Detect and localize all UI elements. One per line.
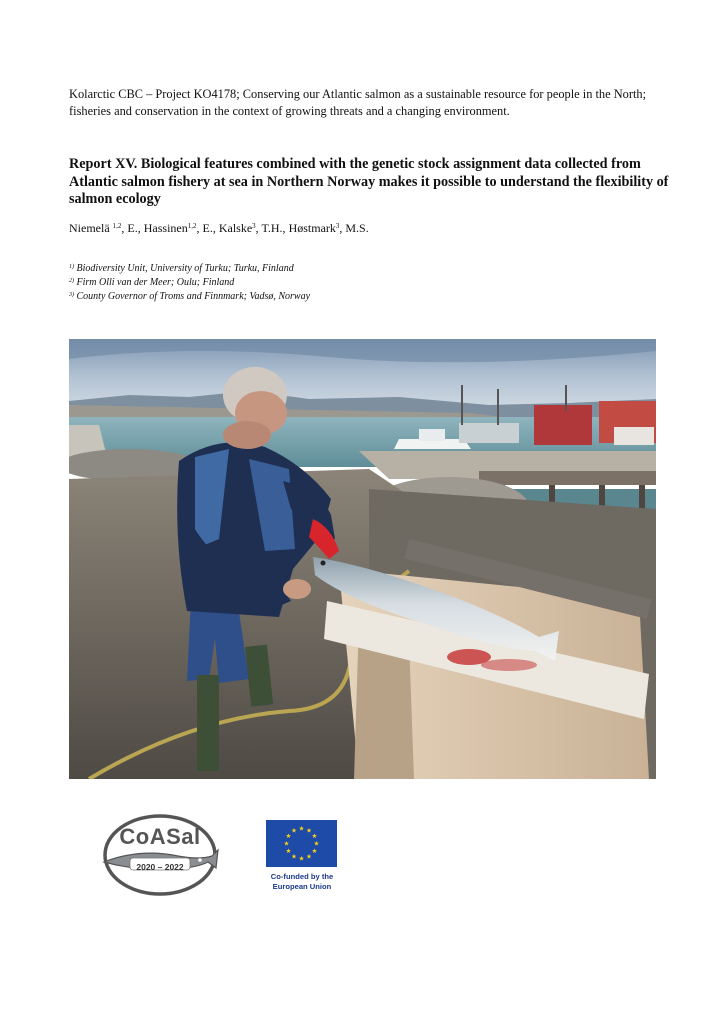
coasal-logo-years: 2020 – 2022 (136, 862, 184, 872)
report-title: Report XV. Biological features combined with the genetic stock assignment data collected from Atlantic salmon fishery at sea in Northern Norway makes it possible to understand the flexibility of salmon ecology (69, 156, 669, 208)
eu-cofunded-text: Co-funded by the European Union (270, 872, 334, 891)
author-initials: , M.S. (339, 221, 369, 235)
coasal-logo-text: CoASal (119, 824, 201, 849)
author-list (69, 221, 669, 236)
author-affiliation-mark: 3 (335, 222, 340, 230)
author-name: Niemelä (69, 221, 110, 235)
affiliation-item: $^{3)}$ County Governor of Troms and Finnmark; Vadsø, Norway (69, 291, 311, 302)
author-affiliation-mark: 3 (252, 222, 256, 230)
author-initials: , E., (121, 221, 144, 235)
author-name: Kalske (218, 221, 253, 235)
author-initials: , T.H., (255, 221, 289, 235)
author-name: Hassinen (143, 221, 188, 235)
affiliation-item: $^{2)}$ Firm Olli van der Meer; Oulu; Finland (69, 277, 235, 288)
eu-cofunded-logo (265, 820, 339, 896)
project-description: Kolarctic CBC – Project KO4178; Conserving our Atlantic salmon as a sustainable resource for people in the North; fisheries and conservation in the context of growing threats and a changing environment. (69, 87, 647, 118)
affiliation-list (69, 262, 669, 304)
eu-flag-icon (266, 820, 337, 867)
author-affiliation-mark: 1,2 (187, 222, 197, 230)
coasal-logo (100, 812, 220, 898)
author-initials: , E., (196, 221, 219, 235)
author-name: Høstmark (288, 221, 336, 235)
cover-photo (69, 339, 656, 779)
harbour-salmon-photo (69, 339, 656, 779)
author-affiliation-mark: 1,2 (112, 222, 122, 230)
affiliation-item: $^{1)}$ Biodiversity Unit, University of Turku; Turku, Finland (69, 263, 294, 274)
